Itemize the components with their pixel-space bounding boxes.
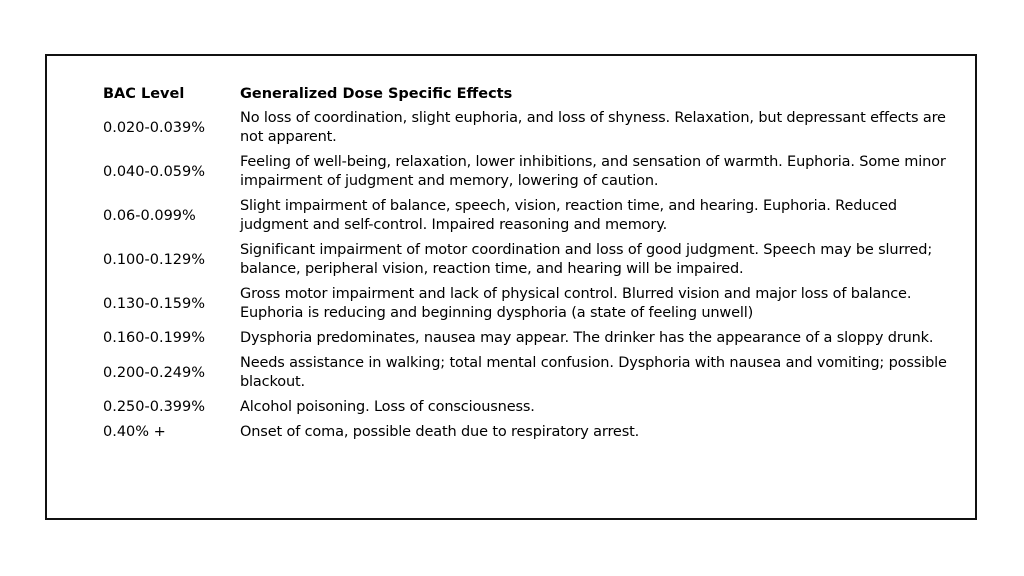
table-row bbox=[103, 150, 963, 194]
header-effects: Generalized Dose Specific Effects bbox=[240, 86, 513, 102]
effects-cell: Needs assistance in walking; total mental confusion. Dysphoria with nausea and vomiting; possible blackout. bbox=[240, 355, 947, 390]
bac-level-cell: 0.200-0.249% bbox=[103, 364, 206, 381]
header-bac-level: BAC Level bbox=[103, 86, 185, 102]
bac-effects-table bbox=[103, 82, 963, 445]
effects-cell: No loss of coordination, slight euphoria, and loss of shyness. Relaxation, but depressant effects are not apparent. bbox=[240, 110, 946, 145]
table-row bbox=[103, 282, 963, 326]
effects-cell: Alcohol poisoning. Loss of consciousness. bbox=[240, 399, 535, 415]
bac-level-cell: 0.130-0.159% bbox=[103, 295, 206, 312]
effects-cell: Gross motor impairment and lack of physical control. Blurred vision and major loss of balance. Euphoria is reducing and beginning dysphoria (a state of feeling unwell) bbox=[240, 286, 912, 321]
bac-level-cell: 0.100-0.129% bbox=[103, 251, 206, 268]
table-row bbox=[103, 395, 963, 420]
bac-level-cell: 0.020-0.039% bbox=[103, 119, 206, 136]
table-header-row bbox=[103, 82, 963, 106]
effects-cell: Feeling of well-being, relaxation, lower inhibitions, and sensation of warmth. Euphoria. Some minor impairment of judgment and memory, lowering of caution. bbox=[240, 154, 946, 189]
effects-cell: Slight impairment of balance, speech, vision, reaction time, and hearing. Euphoria. Reduced judgment and self-control. Impaired reasoning and memory. bbox=[240, 198, 897, 233]
effects-cell: Significant impairment of motor coordination and loss of good judgment. Speech may be slurred; balance, peripheral vision, reaction time, and hearing will be impaired. bbox=[240, 242, 933, 277]
bac-level-cell: 0.250-0.399% bbox=[103, 399, 206, 415]
table-row bbox=[103, 238, 963, 282]
table-row bbox=[103, 351, 963, 395]
bac-level-cell: 0.06-0.099% bbox=[103, 207, 196, 224]
table-body bbox=[103, 106, 963, 445]
effects-cell: Dysphoria predominates, nausea may appear. The drinker has the appearance of a sloppy drunk. bbox=[240, 330, 934, 346]
bac-level-cell: 0.40% + bbox=[103, 424, 166, 440]
effects-cell: Onset of coma, possible death due to respiratory arrest. bbox=[240, 424, 640, 440]
table-row bbox=[103, 106, 963, 150]
bac-level-cell: 0.160-0.199% bbox=[103, 330, 206, 346]
table-row bbox=[103, 326, 963, 351]
bac-level-cell: 0.040-0.059% bbox=[103, 163, 206, 180]
table-row bbox=[103, 194, 963, 238]
table-row bbox=[103, 420, 963, 445]
